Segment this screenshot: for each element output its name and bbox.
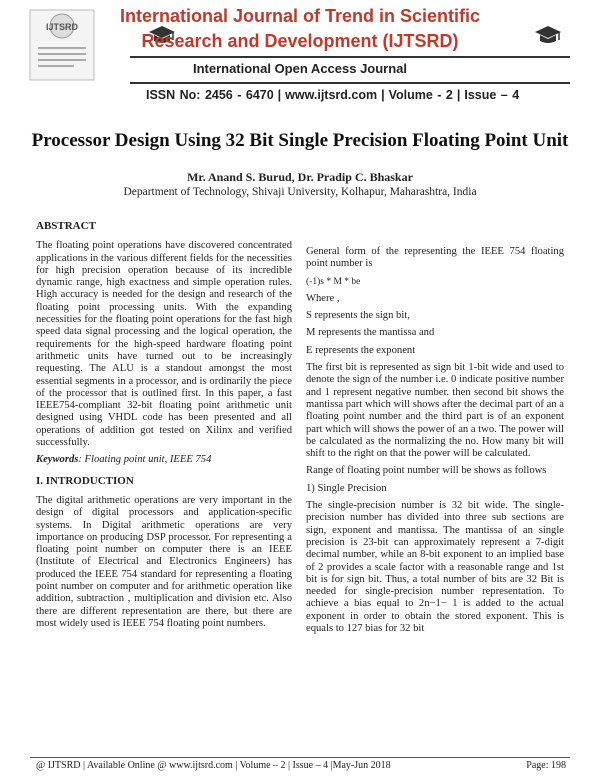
right-column xyxy=(306,246,564,640)
issn: ISSN No: 2456 - 6470 xyxy=(146,88,274,102)
journal-title-line2: Research and Development (IJTSRD) xyxy=(141,31,459,51)
journal-header xyxy=(0,0,600,118)
left-column xyxy=(36,220,292,635)
paper-authors: Mr. Anand S. Burud, Dr. Pradip C. Bhaskar xyxy=(187,170,413,184)
volume: Volume - 2 xyxy=(388,88,453,102)
issn-line: ISSN No: 2456 - 6470 | www.ijtsrd.com | Volume - 2 | Issue – 4 xyxy=(146,88,520,102)
keywords-value: : Floating point unit, IEEE 754 xyxy=(78,454,212,466)
svg-text:IJTSRD: IJTSRD xyxy=(45,22,79,32)
general-form-text: General form of the representing the IEEE 754 floating point number is xyxy=(306,246,564,270)
keywords xyxy=(36,454,292,466)
mantissa-definition: M represents the mantissa and xyxy=(306,327,435,339)
sign-definition: S represents the sign bit, xyxy=(306,310,410,322)
page-footer xyxy=(36,760,566,771)
intro-text: The digital arithmetic operations are very important in the design of digital processors and application-specific systems. In Digital arithmetic operations are very importance on producing DSP processor. For representing a floating point number on computer there is an IEEE (Institute of Electrical and Electronics Engineers) has produced the IEEE 754 standard for representing a floating point number on computer and for arithmetic operation like addition, subtraction , multiplication and division etc. Also there are different representation are there, but there are most widely used is IEEE 754 floating point numbers. xyxy=(36,494,292,629)
header-divider xyxy=(130,56,570,58)
page-number: Page: 198 xyxy=(526,760,566,771)
paper-title: Processor Design Using 32 Bit Single Precision Floating Point Unit xyxy=(31,130,569,151)
abstract-text: The floating point operations have discovered concentrated applications in the various different fields for the necessities for high precision operation because of its incredible dynamic range, high exactness and simple operation rules. High accuracy is needed for the design and research of the floating point processing units. With the expanding necessities for the floating point operations for the fast high speed data signal processing and the logical operation, the requirements for the high-speed hardware floating point arithmetic units have turned out to be increasingly requesting. The ALU is a standout amongst the most essential segments in a processor, and is ordinarily the piece of the processor that is outlined first. In this paper, a fast IEEE754-compliant 32-bit floating point arithmetic unit designed using VHDL code has been presented and all operations of addition got tested on Xilinx and verified successfully. xyxy=(36,240,292,449)
single-precision-heading: 1) Single Precision xyxy=(306,482,387,494)
journal-title-line1: International Journal of Trend in Scientific xyxy=(119,6,481,26)
formula: (-1)s * M * be xyxy=(306,276,361,287)
website-link[interactable]: www.ijtsrd.com xyxy=(285,88,378,102)
single-precision-text: The single-precision number is 32 bit wide. The single-precision number has divided into three sub sections are sign, exponent and mantissa. The mantissa of an single precision is 23-bit can approximately represent a 7-digit decimal number, while an 8-bit exponent to an implied base of 2 provides a scale factor with a reasonable range and 1st bit is for sign bit. Thus, a total number of bits are 32 Bit is needed for single-precision number representation. To achieve a bias equal to 2n−1− 1 is added to the actual exponent in order to obtain the stored exponent. This is equals to 127 bias for 32 bit xyxy=(306,500,564,635)
where-text: Where , xyxy=(306,292,340,304)
intro-heading: I. INTRODUCTION xyxy=(36,474,134,487)
header-divider xyxy=(130,82,570,84)
footer-text: @ IJTSRD | Available Online @ www.ijtsrd.com | Volume – 2 | Issue – 4 |May-Jun 2018 xyxy=(36,760,391,771)
issue: Issue – 4 xyxy=(464,88,520,102)
range-text: Range of floating point number will be shows as follows xyxy=(306,465,547,477)
journal-subtitle: International Open Access Journal xyxy=(192,61,408,76)
exponent-definition: E represents the exponent xyxy=(306,344,416,356)
abstract-heading: ABSTRACT xyxy=(36,220,96,232)
paper-affiliation: Department of Technology, Shivaji University, Kolhapur, Maharashtra, India xyxy=(123,186,477,198)
bit-description: The first bit is represented as sign bit 1-bit wide and used to denote the sign of the number i.e. 0 indicate positive number and 1 represent negative number. then second bit shows the mantissa part which will shows after the decimal part of an a floating point number and the third part is of an exponent part which will shows the power of an a two. The power will be calculated as the normalizing the no. How many bit will shift to the right on that the power will be calculated. xyxy=(306,362,564,460)
keywords-label: Keywords xyxy=(36,454,79,466)
footer-divider xyxy=(30,757,570,758)
